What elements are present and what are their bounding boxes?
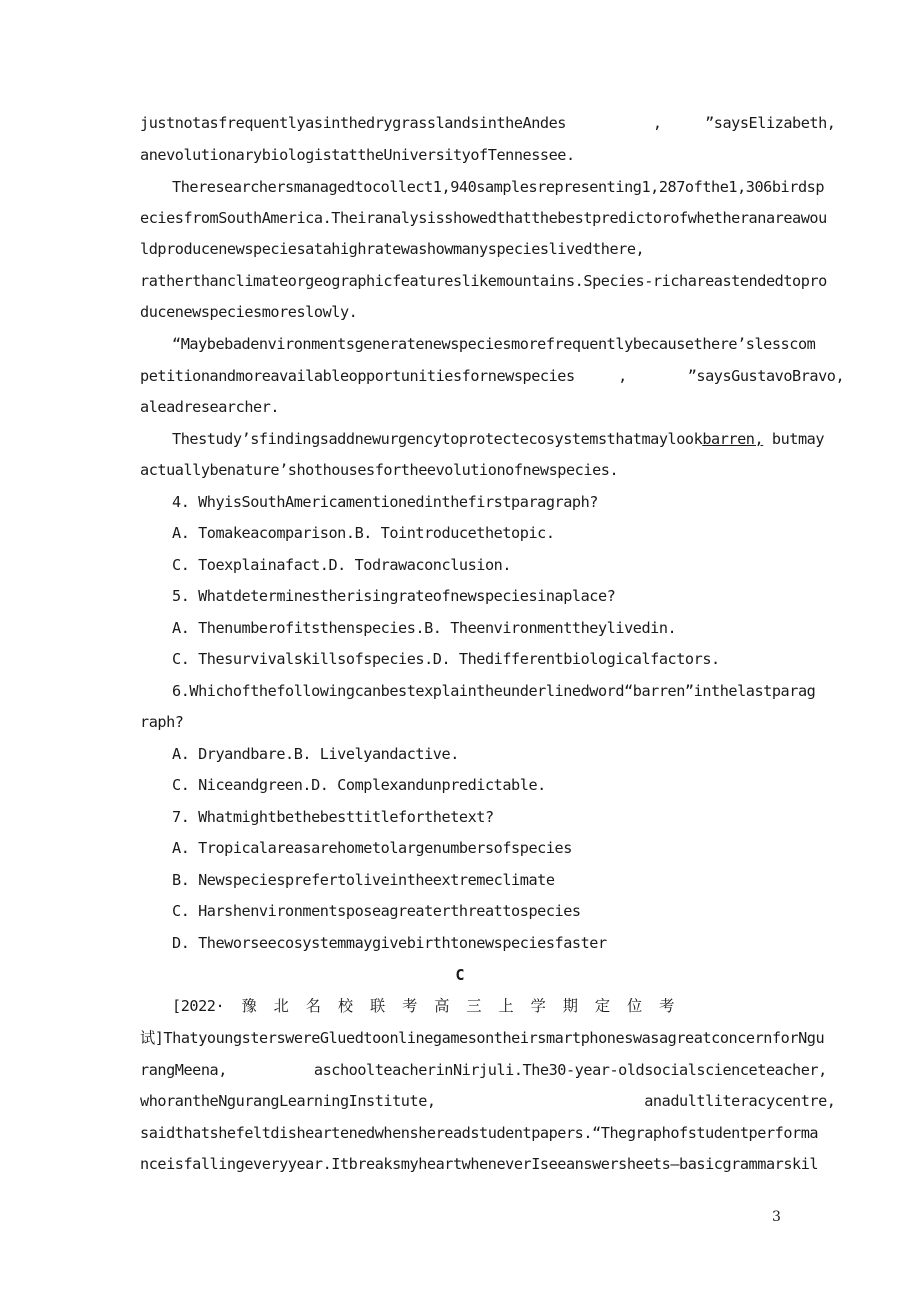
passage-line: “Maybebadenvironmentsgeneratenewspeciesmorefrequentlybecausethere’slesscom xyxy=(172,335,816,353)
passage-line: nceisfallingeveryyear.ItbreaksmyheartwheneverIseeanswersheets—basicgrammarskil xyxy=(140,1155,819,1173)
passage-line: saidthatshefeltdisheartenedwhenshereadstudentpapers.“Thegraphofstudentperforma xyxy=(140,1124,819,1142)
passage-line: ldproducenewspeciesatahighratewashowmanyspecieslivedthere, xyxy=(140,240,645,258)
question-option: C. Harshenvironmentsposeagreaterthreattospecies xyxy=(172,902,581,920)
question-option: A. Dryandbare.B. Livelyandactive. xyxy=(172,745,459,763)
question-stem: 5. Whatdeterminestherisingrateofnewspeciesinaplace? xyxy=(172,587,616,605)
passage-line: ducenewspeciesmoreslowly. xyxy=(140,303,358,321)
passage-line: aleadresearcher. xyxy=(140,398,280,416)
question-option: C. Toexplainafact.D. Todrawaconclusion. xyxy=(172,556,512,574)
question-option: A. Thenumberofitsthenspecies.B. Theenvironmenttheylivedin. xyxy=(172,619,677,637)
question-stem: 7. Whatmightbethebesttitleforthetext? xyxy=(172,808,494,826)
question-option: C. Thesurvivalskillsofspecies.D. Thedifferentbiologicalfactors. xyxy=(172,650,720,668)
question-option: C. Niceandgreen.D. Complexandunpredictable. xyxy=(172,776,546,794)
passage-line: eciesfromSouthAmerica.Theiranalysisshowedthatthebestpredictorofwhetheranareawou xyxy=(140,209,827,227)
passage-line: anevolutionarybiologistattheUniversityofTennessee. xyxy=(140,146,575,164)
passage-line: petitionandmoreavailableopportunitiesfornewspecies , ”saysGustavoBravo, xyxy=(140,367,845,385)
passage-line: Theresearchersmanagedtocollect1,940samplesrepresenting1,287ofthe1,306birdsp xyxy=(172,178,825,196)
passage-line: justnotasfrequentlyasinthedrygrasslandsintheAndes , ”saysElizabeth, xyxy=(140,114,836,132)
passage-line xyxy=(172,429,825,449)
question-option: A. Tomakeacomparison.B. Tointroducethetopic. xyxy=(172,524,555,542)
question-option: D. Theworseecosystemmaygivebirthtonewspeciesfaster xyxy=(172,934,607,952)
question-stem: 6.Whichofthefollowingcanbestexplaintheunderlinedword“barren”inthelastparag xyxy=(172,682,816,700)
passage-line: [2022· 豫 北 名 校 联 考 高 三 上 学 期 定 位 考 xyxy=(172,997,674,1015)
question-stem-cont: raph? xyxy=(140,713,184,731)
question-option: B. Newspeciesprefertoliveintheextremeclimate xyxy=(172,871,555,889)
passage-line: rangMeena, aschoolteacherinNirjuli.The30-year-oldsocialscienceteacher, xyxy=(140,1061,827,1079)
question-option: A. Tropicalareasarehometolargenumbersofspecies xyxy=(172,839,572,857)
passage-line: actuallybenature’shothousesfortheevolutionofnewspecies. xyxy=(140,461,619,479)
question-stem: 4. WhyisSouthAmericamentionedinthefirstparagraph? xyxy=(172,493,598,511)
passage-text: butmay xyxy=(763,430,825,448)
underlined-word: barren, xyxy=(702,430,764,448)
passage-line: 试]ThatyoungsterswereGluedtoonlinegamesontheirsmartphoneswasagreatconcernforNgu xyxy=(140,1029,825,1047)
section-heading: C xyxy=(455,966,465,984)
passage-line: ratherthanclimateorgeographicfeatureslikemountains.Species-richareastendedtopro xyxy=(140,272,827,290)
passage-line: whorantheNgurangLearningInstitute, anadultliteracycentre, xyxy=(140,1092,836,1110)
passage-text: Thestudy’sfindingsaddnewurgencytoprotectecosystemsthatmaylook xyxy=(172,430,703,448)
page-number: 3 xyxy=(772,1209,781,1225)
